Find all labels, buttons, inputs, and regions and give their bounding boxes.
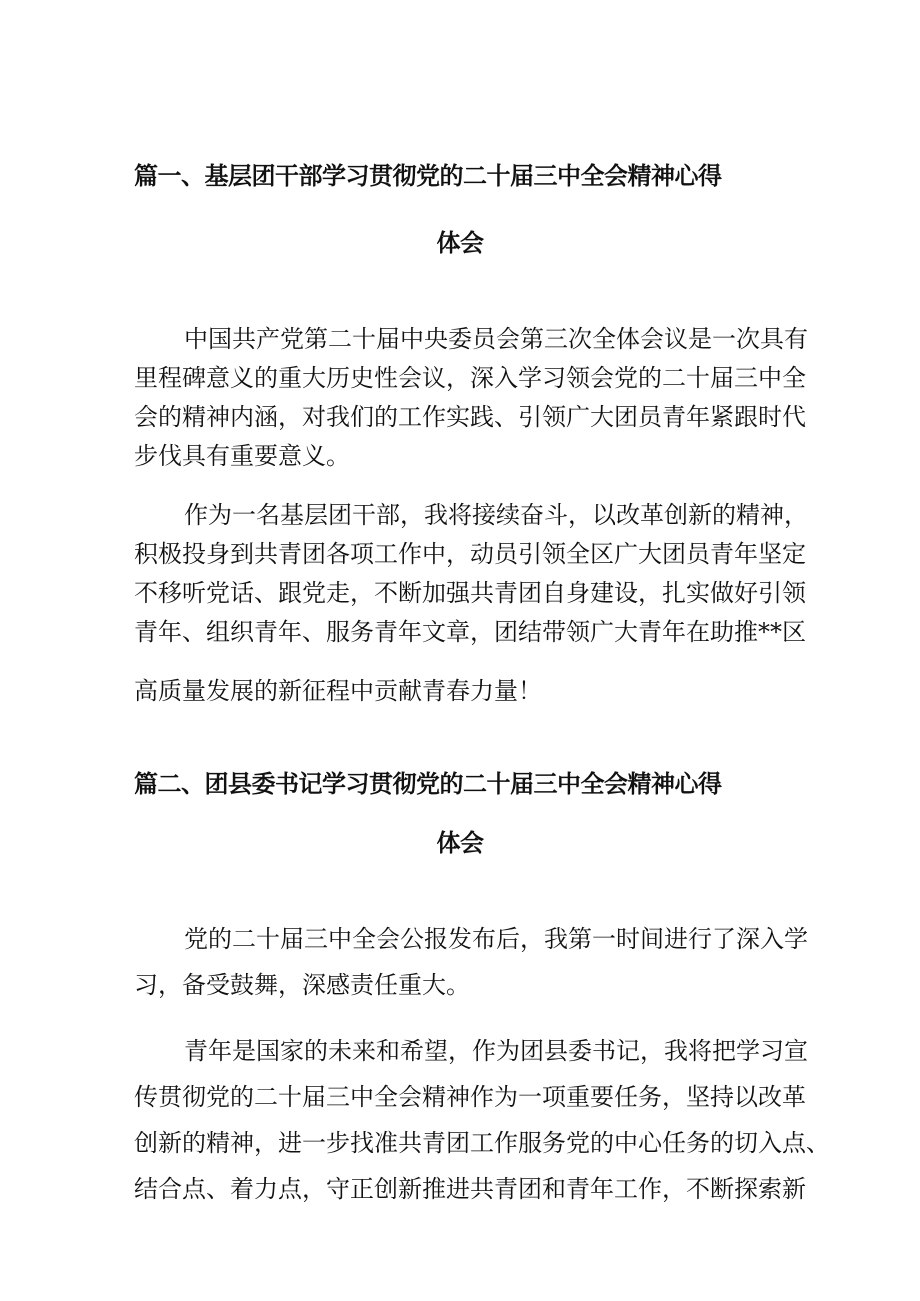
text-line: 里程碑意义的重大历史性会议，深入学习领会党的二十届三中全 [134,364,806,392]
text-line: 党的二十届三中全会公报发布后，我第一时间进行了深入学 [184,925,808,953]
text-line: 作为一名基层团干部，我将接续奋斗，以改革创新的精神， [184,501,808,529]
text-line: 会的精神内涵，对我们的工作实践、引领广大团员青年紧跟时代 [134,403,806,431]
section-2-title-line-2: 体会 [436,829,484,857]
text-line: 习，备受鼓舞，深感责任重大。 [134,971,470,999]
text-line: 青年是国家的未来和希望，作为团县委书记，我将把学习宣 [184,1037,808,1065]
text-line: 青年、组织青年、服务青年文章，团结带领广大青年在助推**区 [134,618,806,646]
text-line: 不移听党话、跟党走，不断加强共青团自身建设，扎实做好引领 [134,579,806,607]
text-line: 创新的精神，进一步找准共青团工作服务党的中心任务的切入点、 [134,1129,830,1157]
text-line: 高质量发展的新征程中贡献青春力量！ [134,677,542,705]
section-1-title-line-2: 体会 [436,229,484,257]
section-1-title-line-1: 篇一、基层团干部学习贯彻党的二十届三中全会精神心得 [134,162,722,190]
text-line: 结合点、着力点，守正创新推进共青团和青年工作，不断探索新 [134,1175,806,1203]
text-line: 中国共产党第二十届中央委员会第三次全体会议是一次具有 [184,325,808,353]
text-line: 步伐具有重要意义。 [134,442,350,470]
section-2-title-line-1: 篇二、团县委书记学习贯彻党的二十届三中全会精神心得 [134,770,722,798]
text-line: 积极投身到共青团各项工作中，动员引领全区广大团员青年坚定 [134,540,806,568]
text-line: 传贯彻党的二十届三中全会精神作为一项重要任务，坚持以改革 [134,1083,806,1111]
